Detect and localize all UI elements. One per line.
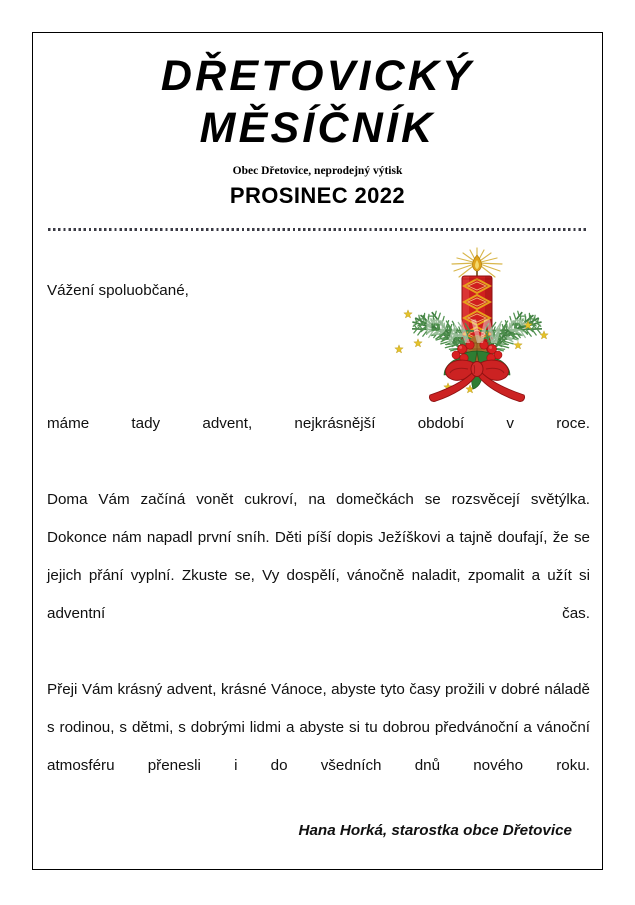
paragraph-3: Přeji Vám krásný advent, krásné Vánoce, abyste tyto časy prožili v dobré náladě s rodinou, s dětmi, s dobrými lidmi a abyste si tu dobrou předvánoční a vánoční atmosféru přenesli i do všedních dnů nového roku. xyxy=(47,681,590,774)
paragraph-2: Doma Vám začíná vonět cukroví, na domečkách se rozsvěcejí světýlka. Dokonce nám napadl první sníh. Děti píší dopis Ježíškovi a tajně doufají, že se jejich přání vyplní. Zkuste se, Vy dospělí, vánočně naladit, zpomalit a užít si adventní čas. xyxy=(47,491,590,622)
masthead-title-line-2: MĚSÍČNÍK xyxy=(199,104,436,152)
masthead-title-line-1: DŘETOVICKÝ xyxy=(160,52,475,100)
christmas-candle-icon xyxy=(378,239,576,404)
svg-text:PAWS: PAWS xyxy=(424,313,530,351)
dotted-divider xyxy=(48,228,587,231)
issue-date: PROSINEC 2022 xyxy=(229,183,406,208)
paragraph-1: máme tady advent, nejkrásnější období v roce. xyxy=(47,415,590,432)
letter-body xyxy=(47,405,590,823)
greeting-line: Vážení spoluobčané, xyxy=(47,282,189,299)
masthead xyxy=(32,38,603,209)
masthead-subtitle: Obec Dřetovice, neprodejný výtisk xyxy=(232,165,403,177)
signature-line: Hana Horká, starostka obce Dřetovice xyxy=(298,822,572,839)
